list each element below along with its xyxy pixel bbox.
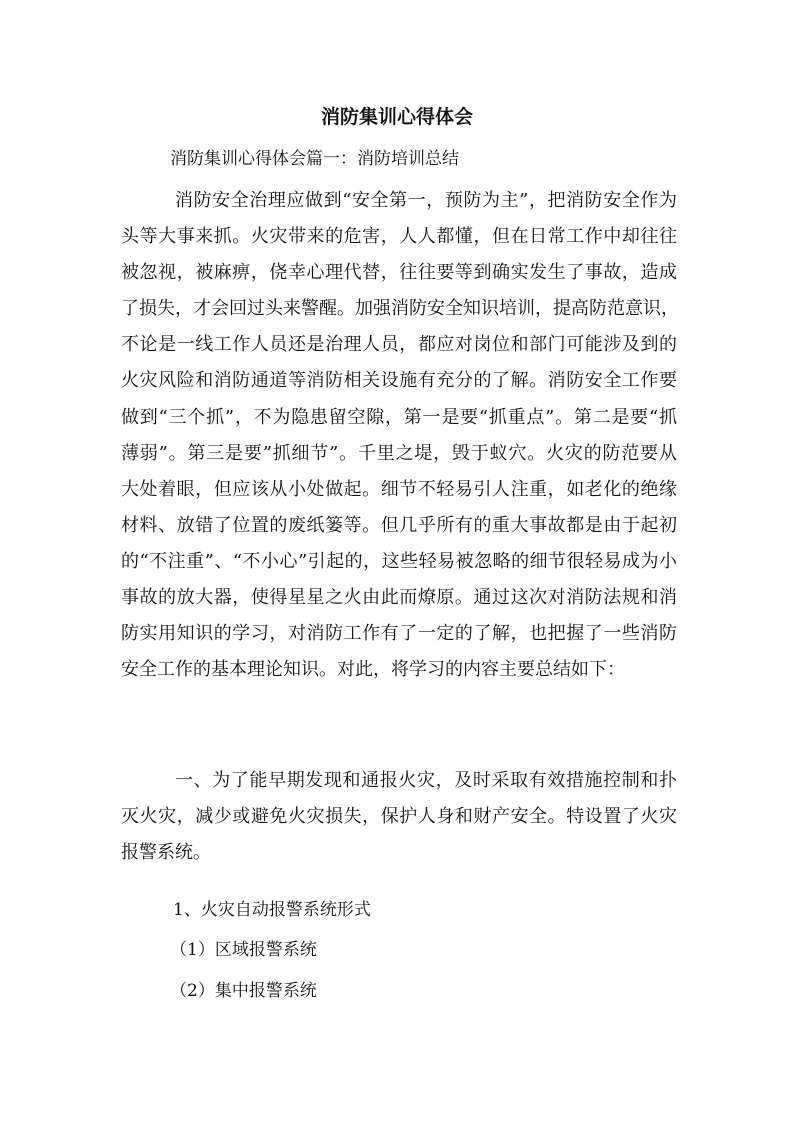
paragraph-1-line-2: 头等大事来抓。火灾带来的危害，人人都懂，但在日常工作中却往往 — [121, 226, 677, 248]
paragraph-1-line-13: 防实用知识的学习，对消防工作有了一定的了解，也把握了一些消防 — [121, 623, 677, 645]
paragraph-2-line-1: 一、为了能早期发现和通报火灾，及时采取有效措施控制和扑 — [175, 770, 677, 791]
list-item: （2）集中报警系统 — [170, 981, 317, 1001]
paragraph-1-line-10: 材料、放错了位置的废纸篓等。但几乎所有的重大事故都是由于起初 — [121, 514, 677, 536]
paragraph-1-line-8: 薄弱”。第三是要”抓细节”。千里之堤，毁于蚁穴。火灾的防范要从 — [121, 442, 677, 464]
paragraph-1-line-1: 消防安全治理应做到“安全第一，预防为主”，把消防安全作为 — [175, 190, 677, 211]
paragraph-1-line-14: 安全工作的基本理论知识。对此，将学习的内容主要总结如下： — [121, 659, 625, 681]
paragraph-1-line-12: 事故的放大器，使得星星之火由此而燎原。通过这次对消防法规和消 — [121, 587, 677, 609]
paragraph-1-line-9: 大处着眼，但应该从小处做起。细节不轻易引人注重，如老化的绝缘 — [121, 478, 677, 500]
document-title: 消防集训心得体会 — [320, 106, 473, 128]
list-item: （1）区域报警系统 — [170, 940, 317, 960]
document-subtitle: 消防集训心得体会篇一：消防培训总结 — [170, 149, 459, 169]
list-item-heading: 1、火灾自动报警系统形式 — [173, 900, 371, 920]
paragraph-2-line-3: 报警系统。 — [121, 842, 211, 864]
paragraph-1-line-4: 了损失，才会回过头来警醒。加强消防安全知识培训，提高防范意识， — [121, 298, 679, 320]
paragraph-2 — [121, 763, 677, 871]
paragraph-1 — [121, 183, 677, 688]
paragraph-1-line-6: 火灾风险和消防通道等消防相关设施有充分的了解。消防安全工作要 — [121, 370, 677, 392]
paragraph-1-line-5: 不论是一线工作人员还是治理人员，都应对岗位和部门可能涉及到的 — [121, 334, 677, 356]
paragraph-1-line-3: 被忽视，被麻痹，侥幸心理代替，往往要等到确实发生了事故，造成 — [121, 262, 677, 284]
paragraph-2-line-2: 灭火灾，减少或避免火灾损失，保护人身和财产安全。特设置了火灾 — [121, 806, 677, 828]
paragraph-1-line-7: 做到“三个抓”，不为隐患留空隙，第一是要“抓重点”。第二是要“抓 — [121, 406, 677, 428]
paragraph-1-line-11: 的“不注重”、“不小心”引起的，这些轻易被忽略的细节很轻易成为小 — [121, 550, 677, 572]
